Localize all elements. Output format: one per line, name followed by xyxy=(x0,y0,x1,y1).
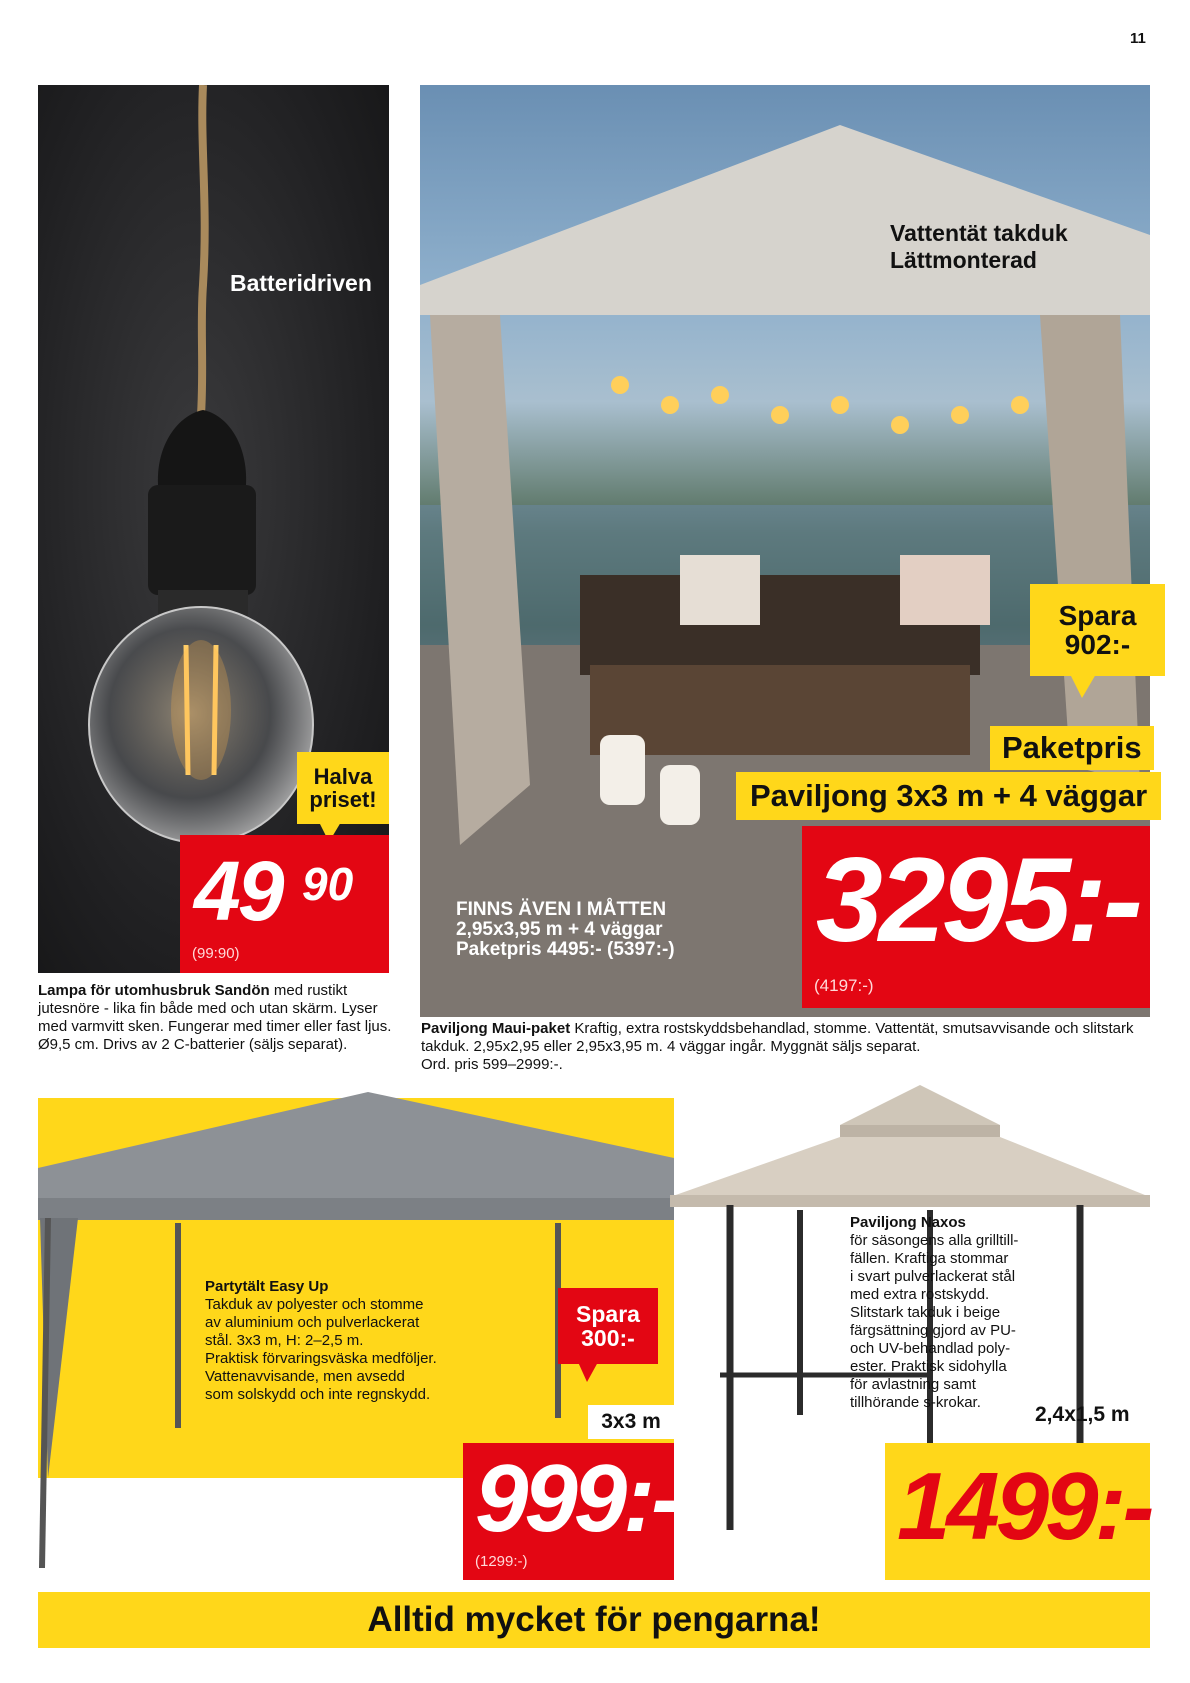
badge-line-2: priset! xyxy=(309,787,377,812)
lamp-description xyxy=(38,982,398,1054)
lamp-description-text: med rustikt jutesnöre - lika fin både med och utan skärm. Lyser med varmvitt sken. Fungerar med timer eller fast ljus. Ø9,5 cm. Drivs av 2 C-batterier (säljs separat). xyxy=(38,982,392,1053)
pavilion-price: 3295:- xyxy=(816,833,1139,967)
lamp-feature-label: Batteridriven xyxy=(230,270,372,296)
naxos-desc-line: med extra rostskydd. xyxy=(850,1286,990,1303)
also-available-text xyxy=(456,900,675,960)
naxos-desc-line: i svart pulverlackerat stål xyxy=(850,1268,1016,1285)
feature-line-2: Lättmonterad xyxy=(890,247,1037,273)
tent-price-box xyxy=(463,1443,680,1580)
save-line-1: Spara xyxy=(1058,599,1137,631)
naxos-size: 2,4x1,5 m xyxy=(1035,1403,1130,1426)
lamp-title: Lampa för utomhusbruk Sandön xyxy=(38,982,270,999)
tent-price: 999:- xyxy=(475,1445,680,1552)
naxos-description xyxy=(850,1214,1060,1412)
tent-desc-line: av aluminium och pulverlackerat xyxy=(205,1314,420,1331)
tent-save-line-1: Spara xyxy=(576,1300,640,1327)
badge-line-1: Halva xyxy=(313,763,373,789)
naxos-desc-line: fällen. Kraftiga stommar xyxy=(850,1250,1009,1267)
pavilion-title: Paviljong Maui-paket xyxy=(421,1020,571,1037)
also-line-1: FINNS ÄVEN I MÅTTEN xyxy=(456,899,667,920)
naxos-title: Paviljong Naxos xyxy=(850,1214,966,1231)
pavilion-description xyxy=(421,1020,1161,1074)
feature-line-1: Vattentät takduk xyxy=(890,220,1068,246)
tent-size: 3x3 m xyxy=(588,1405,674,1439)
naxos-desc-line: tillhörande s-krokar. xyxy=(850,1394,981,1411)
tent-desc-line: stål. 3x3 m, H: 2–2,5 m. xyxy=(205,1332,364,1349)
pavilion-price-box xyxy=(802,826,1150,1008)
pavilion-ord-price: Ord. pris 599–2999:-. xyxy=(421,1056,563,1073)
page-number: 11 xyxy=(1130,30,1146,47)
pavilion-old-price: (4197:-) xyxy=(814,976,874,995)
package-price-label: Paketpris xyxy=(990,726,1154,770)
tent-save-line-2: 300:- xyxy=(581,1325,635,1351)
lamp-old-price: (99:90) xyxy=(192,945,240,962)
naxos-desc-line: Slitstark takduk i beige xyxy=(850,1304,1001,1321)
tent-desc-line: Praktisk förvaringsväska medföljer. xyxy=(205,1350,437,1367)
also-line-2: 2,95x3,95 m + 4 väggar xyxy=(456,919,663,940)
pavilion-product-label: Paviljong 3x3 m + 4 väggar xyxy=(736,772,1161,820)
also-line-3: Paketpris 4495:- (5397:-) xyxy=(456,939,675,960)
naxos-price: 1499:- xyxy=(897,1453,1151,1560)
naxos-price-box xyxy=(885,1443,1150,1580)
pavilion-features xyxy=(890,220,1068,274)
tent-desc-line: som solskydd och inte regnskydd. xyxy=(205,1386,431,1403)
naxos-desc-line: ester. Praktisk sidohylla xyxy=(850,1358,1007,1375)
tent-description xyxy=(205,1278,505,1404)
save-line-2: 902:- xyxy=(1064,629,1131,660)
lamp-price-main: 49 xyxy=(194,844,282,938)
tent-desc-line: Vattenavvisande, men avsedd xyxy=(205,1368,405,1385)
pavilion-save-badge xyxy=(1030,584,1165,676)
tent-save-badge xyxy=(558,1288,658,1364)
tent-old-price: (1299:-) xyxy=(475,1553,528,1570)
half-price-badge xyxy=(297,752,389,824)
pavilion-description-text: Kraftig, extra rostskyddsbehandlad, stomme. Vattentät, smutsavvisande och slitstark takduk. 2,95x2,95 eller 2,95x3,95 m. 4 väggar ingår. Myggnät säljs separat. xyxy=(421,1020,1134,1055)
tent-title: Partytält Easy Up xyxy=(205,1278,329,1295)
slogan-banner: Alltid mycket för pengarna! xyxy=(38,1592,1150,1648)
tent-desc-line: Takduk av polyester och stomme xyxy=(205,1296,424,1313)
naxos-desc-line: för säsongens alla grilltill- xyxy=(850,1232,1019,1249)
naxos-desc-line: färgsättning gjord av PU- xyxy=(850,1322,1016,1339)
lamp-price-box xyxy=(180,835,389,973)
naxos-desc-line: för avlastning samt xyxy=(850,1376,976,1393)
naxos-desc-line: och UV-behandlad poly- xyxy=(850,1340,1011,1357)
lamp-price-decimals: 90 xyxy=(302,858,354,910)
